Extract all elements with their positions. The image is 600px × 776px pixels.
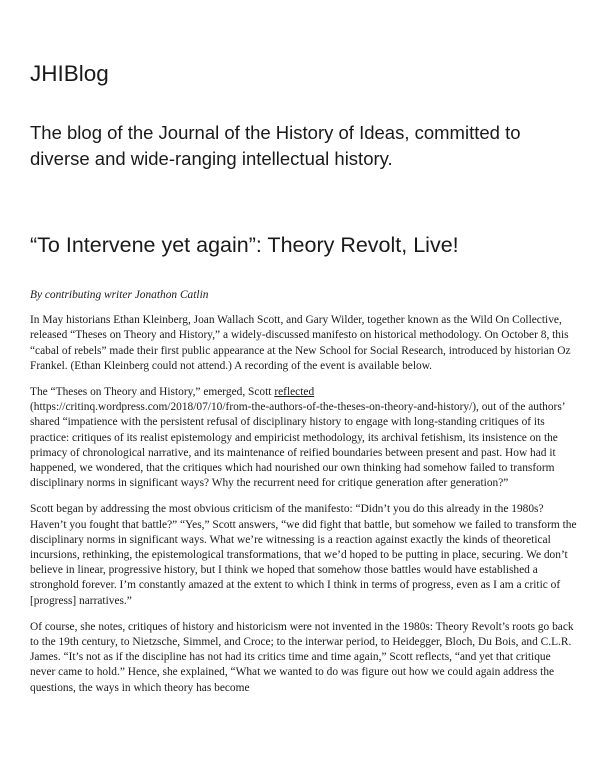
paragraph-4: Of course, she notes, critiques of history and historicism were not invented in the 1980s: Theory Revolt’s roots go back to the 19th century, to Nietzsche, Simmel, and Croce; to the interwar period, to Heidegger, Bloch, Du Bois, and C.L.R. James. “It’s not as if the discipline has not had its critics time and time again,” Scott reflects, “and yet that critique never came to hold.” Hence, she explained, “What we wanted to do was figure out how we could again address the questions, the ways in which theory has become xyxy=(30,620,574,694)
post-title: “To Intervene yet again”: Theory Revolt, Live! xyxy=(30,233,459,257)
paragraph-1: In May historians Ethan Kleinberg, Joan Wallach Scott, and Gary Wilder, together known as the Wild On Collective, released “Theses on Theory and History,” a widely-discussed manifesto on historical methodology. On October 8, this “cabal of rebels” made their first public appearance at the New School for Social Research, introduced by historian Oz Frankel. (Ethan Kleinberg could not attend.) A recording of the event is available below. xyxy=(30,314,571,372)
paragraph-2-text-before: The “Theses on Theory and History,” emerged, Scott xyxy=(30,386,275,399)
paragraph-3: Scott began by addressing the most obvious criticism of the manifesto: “Didn’t you do this already in the 1980s? Haven’t you fought that battle?” “Yes,” Scott answers, “we did fight that battle, but somehow we failed to transform the disciplinary norms in significant ways. What we’re witnessing is a reaction against exactly the kinds of theoretical incursions, rethinking, the epistemological transformations, that we’d hoped to be putting in place, securing. We don’t believe in linear, progressive history, but I think we hoped that somehow those battles would have established a stronghold forever. I’m constantly amazed at the extent to which I think in terms of progress, even as I am a critic of [progress] narratives.” xyxy=(30,503,577,607)
site-title[interactable]: JHIBlog xyxy=(30,61,109,86)
post-body xyxy=(30,288,578,707)
paragraph-2-text-after: out of the authors’ shared “impatience with the persistent refusal of disciplinary history to engage with long-standing critiques of its practice: critiques of its realist epistemology and empiricist methodology, its archival fetishism, its insistence on the primacy of chronological narrative, and its maintenance of reified boundaries between present and past. How had it happened, we wondered, that the critiques which had nourished our own thinking had somehow failed to transform disciplinary norms in significant ways? Why the recurrent need for critique generation after generation?” xyxy=(30,401,565,490)
site-tagline: The blog of the Journal of the History of Ideas, committed to diverse and wide-ranging intellectual history. xyxy=(30,122,521,169)
link-url-text: (https://critinq.wordpress.com/2018/07/10/from-the-authors-of-the-theses-on-theory-and-history/), xyxy=(30,401,479,414)
post-byline: By contributing writer Jonathon Catlin xyxy=(30,289,209,301)
reflected-link[interactable]: reflected xyxy=(274,386,315,399)
paragraph-2 xyxy=(30,385,578,491)
